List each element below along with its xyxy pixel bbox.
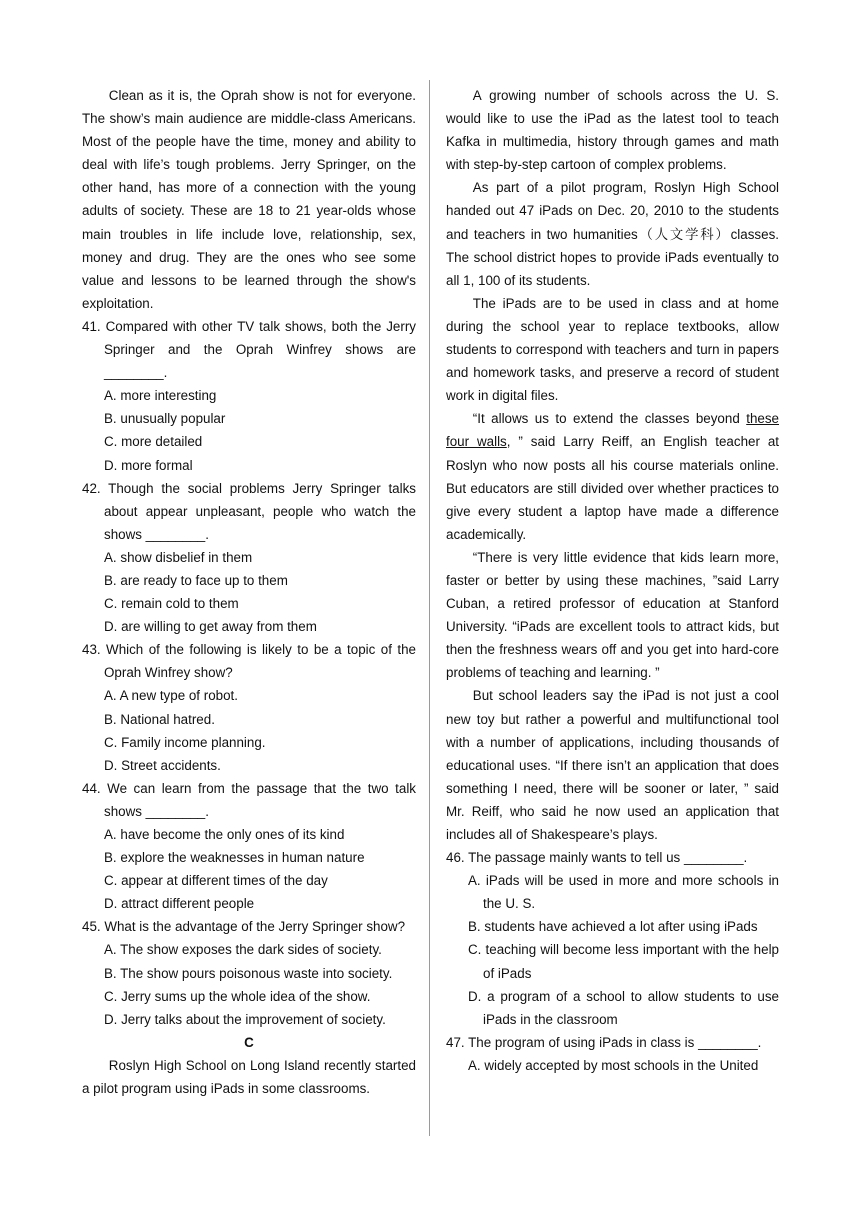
option: C. Family income planning. <box>104 734 266 750</box>
option: B. are ready to face up to them <box>104 572 288 588</box>
option: D. more formal <box>104 457 193 473</box>
passage-paragraph: The iPads are to be used in class and at home during the school year to replace textbooks, allow students to correspond with teachers and turn in papers and homework tasks, and preserve a record of student work in digital files. <box>446 295 779 404</box>
question-46 <box>446 846 779 1031</box>
left-column <box>82 84 416 1100</box>
option: D. a program of a school to allow students to use iPads in the classroom <box>468 988 779 1027</box>
question-stem: 42. Though the social problems Jerry Springer talks about appear unpleasant, people who watch the shows ________. <box>82 480 416 542</box>
option: D. Jerry talks about the improvement of society. <box>104 1011 386 1027</box>
question-41 <box>82 315 416 477</box>
option: C. appear at different times of the day <box>104 873 328 889</box>
right-column <box>446 84 779 1077</box>
question-43 <box>82 638 416 777</box>
passage-paragraph: A growing number of schools across the U. S. would like to use the iPad as the latest tool to teach Kafka in multimedia, history through games and math with step-by-step cartoon of complex problems. <box>446 88 779 173</box>
option: A. A new type of robot. <box>104 688 238 704</box>
option: D. attract different people <box>104 896 255 912</box>
passage-paragraph: “There is very little evidence that kids learn more, faster or better by using these machines, ”said Larry Cuban, a retired professor of education at Stanford University. “iPads are excellent tools to attract kids, but then the freshness wears off and you get into hard-core problems of teaching and learning. ” <box>446 549 779 681</box>
option: C. Jerry sums up the whole idea of the show. <box>104 988 371 1004</box>
question-45 <box>82 915 416 1030</box>
option: A. iPads will be used in more and more schools in the U. S. <box>468 873 779 912</box>
question-stem: 41. Compared with other TV talk shows, both the Jerry Springer and the Oprah Winfrey shows are ________. <box>82 318 416 381</box>
question-stem: 46. The passage mainly wants to tell us ________. <box>446 850 748 866</box>
quote-text: , ” said Larry Reiff, an English teacher at Roslyn who now posts all his course materials online. But educators are still divided over whether practices to give every student a laptop have made a difference academically. <box>446 434 780 542</box>
passage-paragraph: Clean as it is, the Oprah show is not for everyone. The show’s main audience are middle-class Americans. Most of the people have the time, money and ability to deal with life’s tough problems. Jerry Springer, on the other hand, has more of a connection with the young adults of society. These are 18 to 21 year-olds whose main troubles in life include love, relationship, sex, money and drug. They are the ones who see some value and lessons to be learned through the show's exploitation. <box>82 88 416 311</box>
question-stem: 43. Which of the following is likely to be a topic of the Oprah Winfrey show? <box>82 642 416 681</box>
underlined-phrase: these four walls <box>446 411 779 450</box>
option: B. explore the weaknesses in human nature <box>104 850 365 866</box>
option: A. more interesting <box>104 388 217 404</box>
option: D. Street accidents. <box>104 757 221 773</box>
option: B. students have achieved a lot after using iPads <box>468 919 758 935</box>
question-47 <box>446 1031 779 1077</box>
option: C. remain cold to them <box>104 596 239 612</box>
question-44 <box>82 777 416 916</box>
passage-paragraph: But school leaders say the iPad is not just a cool new toy but rather a powerful and multifunctional tool with a number of applications, including thousands of educational uses. “If there isn’t an application that does something I need, there will be sooner or later, ” said Mr. Reiff, who said he now used an application that includes all of Shakespeare’s plays. <box>446 688 779 842</box>
option: C. more detailed <box>104 434 203 450</box>
question-stem: 45. What is the advantage of the Jerry Springer show? <box>82 919 406 935</box>
option: B. National hatred. <box>104 711 215 727</box>
section-intro: Roslyn High School on Long Island recently started a pilot program using iPads in some classrooms. <box>82 1057 416 1097</box>
option: A. The show exposes the dark sides of society. <box>104 942 382 958</box>
quote-text: “It allows us to extend the classes beyond <box>472 411 747 427</box>
option: A. have become the only ones of its kind <box>104 827 345 842</box>
option: B. unusually popular <box>104 411 226 427</box>
column-divider <box>429 80 430 1136</box>
option: C. teaching will become less important with the help of iPads <box>468 942 779 981</box>
passage-paragraph <box>446 407 779 546</box>
option: D. are willing to get away from them <box>104 619 317 635</box>
question-42 <box>82 477 416 639</box>
option: A. widely accepted by most schools in the United <box>468 1057 759 1073</box>
question-stem: 44. We can learn from the passage that the two talk shows ________. <box>82 780 416 819</box>
option: B. The show pours poisonous waste into society. <box>104 965 393 981</box>
option: A. show disbelief in them <box>104 549 253 565</box>
question-stem: 47. The program of using iPads in class is ________. <box>446 1034 762 1050</box>
section-heading: C <box>244 1034 254 1050</box>
passage-paragraph: As part of a pilot program, Roslyn High School handed out 47 iPads on Dec. 20, 2010 to the students and teachers in two humanities（人文学科）classes. The school district hopes to provide iPads eventually to all 1, 100 of its students. <box>446 180 779 288</box>
